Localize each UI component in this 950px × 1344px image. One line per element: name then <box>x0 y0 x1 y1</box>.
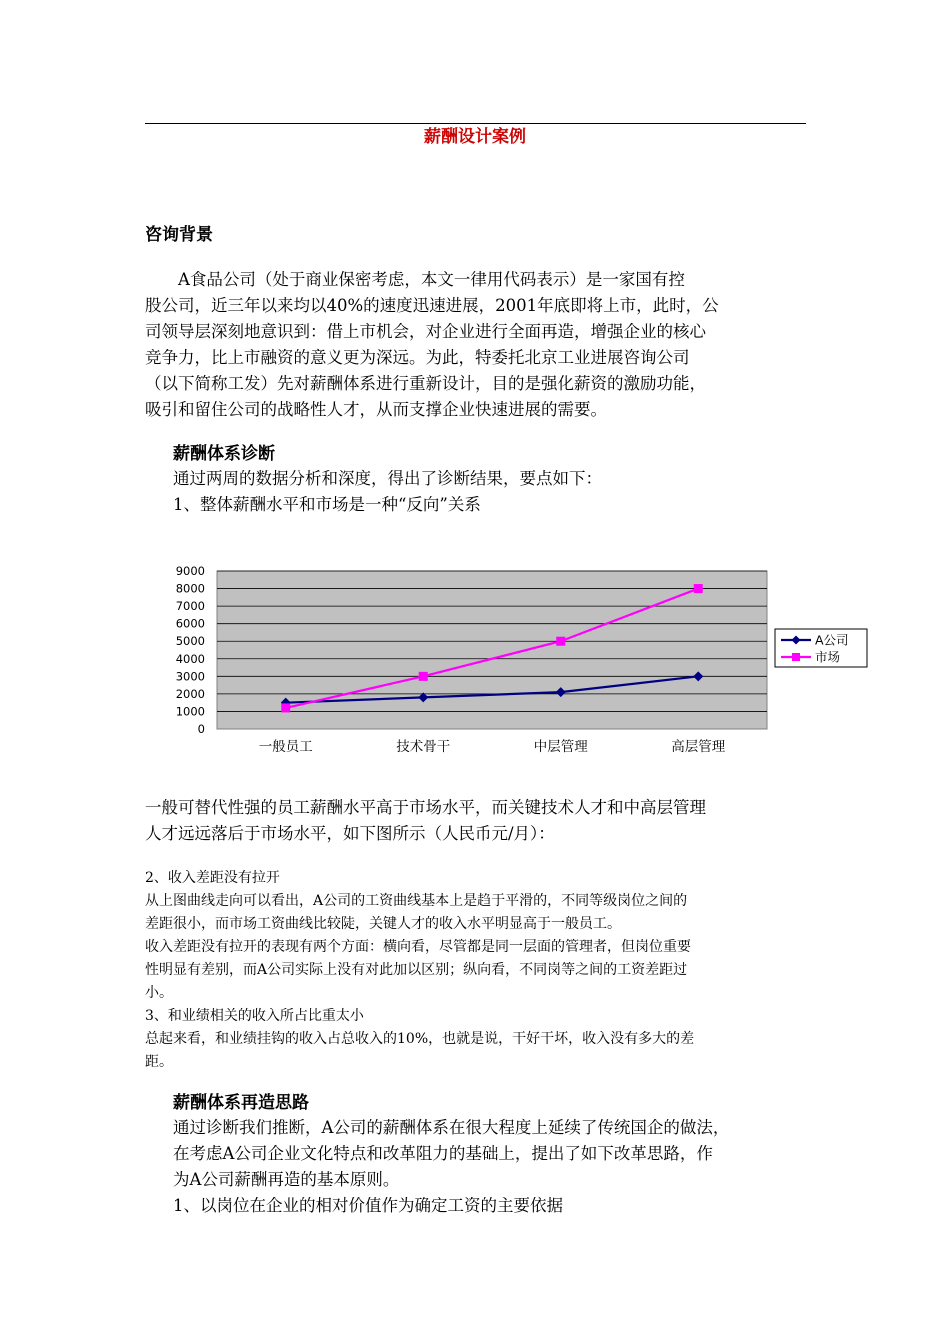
paragraph-line: 性明显有差别，而A公司实际上没有对此加以区别；纵向看，不同岗等之间的工资差距过 <box>145 962 688 978</box>
paragraph-line: 小。 <box>145 985 173 1001</box>
y-tick-label: 0 <box>197 722 205 736</box>
x-tick-label: 一般员工 <box>258 739 313 755</box>
redesign-paragraph <box>173 1115 729 1219</box>
y-tick-label: 5000 <box>175 634 205 649</box>
legend-label: 市场 <box>815 649 841 665</box>
legend-label: A公司 <box>815 632 849 648</box>
legend-marker <box>792 653 800 661</box>
paragraph-line: 一般可替代性强的员工薪酬水平高于市场水平，而关键技术人才和中高层管理 <box>145 798 706 817</box>
page-title: 薪酬设计案例 <box>424 127 526 147</box>
paragraph-line: 从上图曲线走向可以看出，A公司的工资曲线基本上是趋于平滑的，不同等级岗位之间的 <box>145 893 688 909</box>
x-tick-label: 中层管理 <box>533 739 588 755</box>
diagnosis-intro <box>173 466 602 518</box>
data-point <box>419 672 428 681</box>
paragraph-line: 1、整体薪酬水平和市场是一种“反向”关系 <box>173 495 481 514</box>
diagnosis-details <box>145 867 694 1074</box>
y-tick-label: 3000 <box>175 669 205 684</box>
section-heading-background: 咨询背景 <box>145 225 213 245</box>
paragraph-line: 差距很小，而市场工资曲线比较陡，关键人才的收入水平明显高于一般员工。 <box>145 916 621 932</box>
paragraph-line: 收入差距没有拉开的表现有两个方面：横向看，尽管都是同一层面的管理者，但岗位重要 <box>145 939 691 955</box>
paragraph-line: 人才远远落后于市场水平，如下图所示（人民币元/月）： <box>145 824 555 843</box>
paragraph-line: 为A公司薪酬再造的基本原则。 <box>173 1170 400 1189</box>
paragraph-line: 在考虑A公司企业文化特点和改革阻力的基础上，提出了如下改革思路，作 <box>173 1144 713 1163</box>
after-chart-paragraph <box>145 795 706 847</box>
y-tick-label: 9000 <box>175 564 205 578</box>
paragraph-line: 股公司，近三年以来均以40%的速度迅速进展，2001年底即将上市，此时，公 <box>145 296 719 315</box>
paragraph-line: 3、和业绩相关的收入所占比重太小 <box>145 1008 364 1024</box>
paragraph-line: 竞争力，比上市融资的意义更为深远。为此，特委托北京工业进展咨询公司 <box>145 348 690 367</box>
y-tick-label: 1000 <box>175 704 205 719</box>
section-heading-redesign: 薪酬体系再造思路 <box>173 1093 309 1113</box>
y-tick-label: 8000 <box>175 581 205 596</box>
y-tick-label: 6000 <box>175 616 205 631</box>
salary-comparison-chart <box>168 562 878 762</box>
x-tick-label: 技术骨干 <box>396 739 451 755</box>
section-heading-diagnosis: 薪酬体系诊断 <box>173 444 275 464</box>
data-point <box>694 584 703 593</box>
y-tick-label: 2000 <box>175 686 205 701</box>
paragraph-line: 距。 <box>145 1054 173 1070</box>
paragraph-line: 1、以岗位在企业的相对价值作为确定工资的主要依据 <box>173 1196 563 1215</box>
data-point <box>281 703 290 712</box>
paragraph-line: 通过两周的数据分析和深度，得出了诊断结果，要点如下： <box>173 469 602 488</box>
paragraph-line: 通过诊断我们推断，A公司的薪酬体系在很大程度上延续了传统国企的做法， <box>173 1118 730 1137</box>
x-tick-label: 高层管理 <box>671 739 726 755</box>
data-point <box>556 637 565 646</box>
background-paragraph <box>145 267 719 423</box>
paragraph-line: 总起来看，和业绩挂钩的收入占总收入的10%，也就是说，干好干坏，收入没有多大的差 <box>145 1031 695 1047</box>
y-tick-label: 4000 <box>175 651 205 666</box>
paragraph-line: （以下简称工发）先对薪酬体系进行重新设计，目的是强化薪资的激励功能， <box>145 374 706 393</box>
paragraph-line: A食品公司（处于商业保密考虑，本文一律用代码表示）是一家国有控 <box>145 270 685 289</box>
paragraph-line: 司领导层深刻地意识到：借上市机会，对企业进行全面再造，增强企业的核心 <box>145 322 706 341</box>
paragraph-line: 吸引和留住公司的战略性人才，从而支撑企业快速进展的需要。 <box>145 400 607 419</box>
paragraph-line: 2、收入差距没有拉开 <box>145 870 280 886</box>
y-tick-label: 7000 <box>175 599 205 614</box>
